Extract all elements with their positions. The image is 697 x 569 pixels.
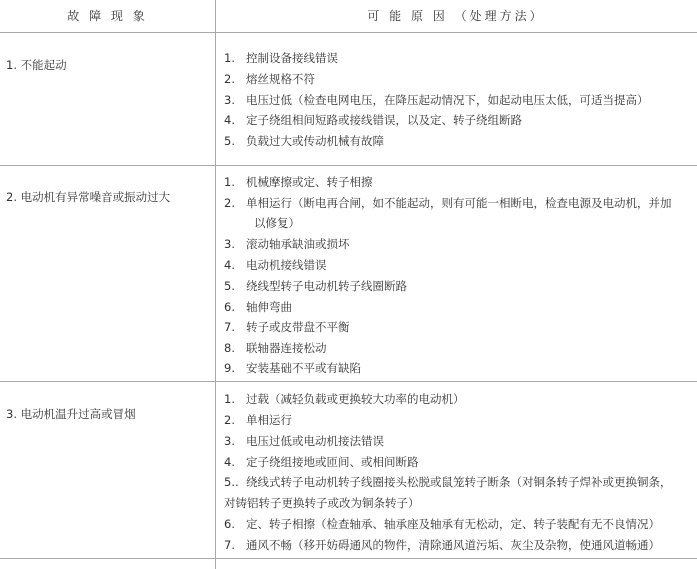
cause-number: 7. [224, 538, 235, 552]
cause-number: 1. [224, 392, 235, 406]
cause-text: 控制设备接线错误 [246, 51, 338, 65]
header-symptom: 故 障 现 象 [67, 9, 148, 23]
cause-text-continued: 对铸铝转子更换转子或改为铜条转子） [224, 496, 420, 510]
cause-text: 轴伸弯曲 [246, 300, 292, 314]
cause-number: 3. [224, 93, 235, 107]
header-divider [0, 32, 697, 33]
cause-number: 8. [224, 341, 235, 355]
row-divider [0, 558, 697, 559]
cause-text: 绕线式转子电动机转子线圈接头松脱或鼠笼转子断条（对铜条转子焊补或更换铜条， [246, 475, 672, 489]
cause-text: 定子绕组相间短路或接线错误，以及定、转子绕组断路 [246, 113, 522, 127]
cause-text: 熔丝规格不符 [246, 72, 315, 86]
cause-number: 6. [224, 300, 235, 314]
symptom-cell: 1. 不能起动 [6, 58, 67, 72]
cause-text: 绕线型转子电动机转子线圈断路 [246, 279, 407, 293]
cause-text: 电动机接线错误 [246, 258, 327, 272]
cause-text: 单相运行（断电再合闸，如不能起动，则有可能一相断电，检查电源及电动机，并加 [246, 196, 672, 210]
cause-text: 定子绕组接地或匝间、或相间断路 [246, 455, 419, 469]
symptom-cell: 3. 电动机温升过高或冒烟 [6, 407, 136, 421]
cause-number: 4. [224, 455, 235, 469]
cause-text: 定、转子相擦（检查轴承、轴承座及轴承有无松动，定、转子装配有无不良情况） [246, 517, 660, 531]
cause-number: 1. [224, 51, 235, 65]
cause-number: 1. [224, 175, 235, 189]
cause-text: 通风不畅（移开妨碍通风的物件，清除通风道污垢、灰尘及杂物，使通风道畅通） [246, 538, 660, 552]
cause-text: 电压过低或电动机接法错误 [246, 434, 384, 448]
cause-text: 安装基础不平或有缺陷 [246, 361, 361, 375]
cause-number: 2. [224, 72, 235, 86]
cause-number: 7. [224, 320, 235, 334]
cause-text: 电压过低（检查电网电压，在降压起动情况下，如起动电压太低，可适当提高） [246, 93, 649, 107]
column-divider [215, 0, 216, 569]
cause-text: 单相运行 [246, 413, 292, 427]
cause-text: 滚动轴承缺油或损坏 [246, 237, 350, 251]
header-cause: 可 能 原 因 （处理方法） [367, 9, 545, 23]
symptom-cell: 2. 电动机有异常噪音或振动过大 [6, 190, 171, 204]
cause-text-continued: 以修复） [254, 216, 300, 230]
cause-number: 2. [224, 413, 235, 427]
cause-number: 4. [224, 113, 235, 127]
cause-number: 3. [224, 237, 235, 251]
cause-number: 5. [224, 279, 235, 293]
cause-number: 5.. [224, 475, 239, 489]
cause-text: 联轴器连接松动 [246, 341, 327, 355]
row-divider [0, 165, 697, 166]
cause-number: 5. [224, 134, 235, 148]
row-divider [0, 381, 697, 382]
cause-number: 2. [224, 196, 235, 210]
cause-number: 9. [224, 361, 235, 375]
cause-text: 机械摩擦或定、转子相擦 [246, 175, 373, 189]
cause-number: 3. [224, 434, 235, 448]
cause-text: 负载过大或传动机械有故障 [246, 134, 384, 148]
cause-number: 4. [224, 258, 235, 272]
cause-number: 6. [224, 517, 235, 531]
cause-text: 过载（减轻负载或更换较大功率的电动机） [246, 392, 465, 406]
cause-text: 转子或皮带盘不平衡 [246, 320, 350, 334]
